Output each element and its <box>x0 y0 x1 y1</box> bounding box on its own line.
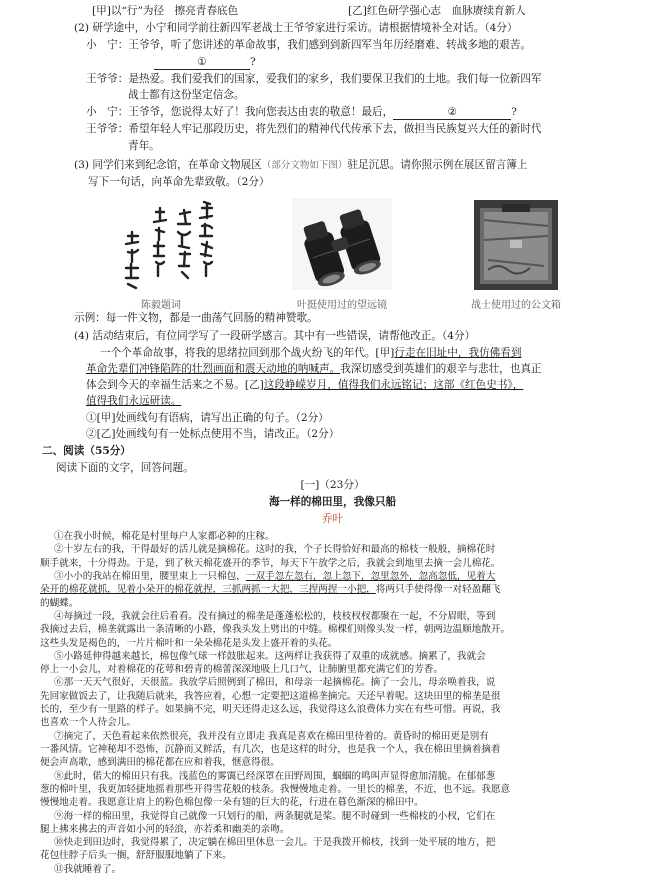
article-line: 葱的棉叶里，我更加轻捷地摇着那些开得雪花般的枝条。我慢慢地走着。一里长的棉垄，不近，也不远。我愿意 <box>40 783 511 795</box>
article-line: ⑨海一样的棉田里，我觉得自己就像一只划行的船，两条腿就是桨。腿不时碰到一些棉枝的小杈，它们在 <box>54 810 496 822</box>
q3-intro <box>74 159 527 172</box>
article-line: 我摘过去后，棉垄就露出一条清晰的小路，像我头发上劈出的中缝。棉棵们则像头发一样，朝两边温顺地散开。 <box>40 624 511 636</box>
article-line: 腿上拂来拂去的声音如小河的轻浪，亦若柔和幽美的亲吻。 <box>40 823 290 835</box>
article-line: 便会声高歌，感到满田的棉花都在应和着我，惬意得很。 <box>40 757 280 769</box>
article-line: ⑧此时，偌大的棉田只有我。浅蓝色的雾霭已经深罩在田野周围，蝈蝈的鸣叫声显得愈加清脆。在郁郁葱 <box>54 770 496 782</box>
q4-passage-2 <box>86 363 542 376</box>
q4-passage-2b: 我深切感受到英雄们的艰辛与悲壮，也真正 <box>340 363 542 375</box>
q2-intro: (2) 研学途中，小宁和同学前往新四军老战士王爷爷家进行采访。请根据情境补全对话。（4分） <box>74 22 518 34</box>
q3-intro-3: 写下一句话，向革命先辈致敬。（2分） <box>88 176 270 188</box>
caption-briefcase: 战士使用过的公文箱 <box>471 300 561 311</box>
article-line <box>54 570 495 583</box>
q2-dialog-5-text: 小 宁：王爷爷，您说得太好了！我向您表达由衷的敬意！最后， <box>86 106 394 118</box>
q2-dialog-6: 王爷爷：希望年轻人牢记那段历史，将先烈们的精神代代传承下去，做担当民族复兴大任的新时代 <box>86 123 542 135</box>
q4-passage-4 <box>86 395 181 408</box>
q2-dialog-5 <box>86 106 517 120</box>
article-line: 花包往脖子后头一搁，舒舒服服地躺了下来。 <box>40 850 232 862</box>
q1-option-b: [乙]红色研学强心志 血脉赓续育新人 <box>348 5 526 17</box>
article-line: ②十岁左右的我，干得最好的活儿就是摘棉花。这时的我，个子长得恰好和最高的棉枝一般般，摘棉花时 <box>54 544 496 556</box>
article-underline-5: 朵开的棉花就抓，见着小朵开的棉花就捏，三抓两抓一大把，三捏两捏一小把， <box>40 584 376 596</box>
article-line-6: 将两只手使得像一对轻盈翻飞 <box>375 584 501 596</box>
question-mark-2: ? <box>511 106 517 118</box>
article-line: 一番风情。它神秘却不恐怖，沉静而又鲜活，有几次，也是这样的时分，也是我一个人，我在棉田里摘着摘着 <box>40 743 501 755</box>
q3-intro-note: （部分文物如下图） <box>261 160 348 171</box>
q2-dialog-4: 战士都有这份坚定信念。 <box>128 89 245 101</box>
q1-option-a: [甲]以“行”为径 擦亮青春底色 <box>92 5 239 17</box>
caption-calligraphy: 陈毅题词 <box>141 300 181 311</box>
article-line: ①在我小时候，棉花是村里每户人家都必种的庄稼。 <box>54 531 275 542</box>
q2-dialog-3: 王爷爷：是热爱。我们爱我们的国家，爱我们的家乡，我们要保卫我们的土地。我们每一位新四军 <box>86 73 542 85</box>
q2-blank-1 <box>154 56 256 70</box>
binoculars-image <box>292 198 392 290</box>
article-line: ⑤小路延伸得越来越长，棉包像气球一样鼓胀起来。这两样让我获得了双重的成就感。摘累了，我就会 <box>54 650 486 662</box>
q4-sub-2: ②[乙]处画线句有一处标点使用不当，请改正。（2分） <box>86 428 340 440</box>
briefcase-icon <box>474 200 558 290</box>
reading-part: [一]（23分） <box>300 479 365 491</box>
calligraphy-image <box>112 196 220 294</box>
q3-intro-2: 驻足沉思。请你照示例在展区留言簿上 <box>347 159 528 171</box>
article-author: 乔叶 <box>321 513 344 525</box>
q4-passage-1 <box>100 347 521 360</box>
question-mark: ? <box>250 56 256 68</box>
article-line: ④每摘过一段，我就会往后看看。没有摘过的棉垄是蓬蓬松松的，枝枝杈杈都聚在一起，不分眉眼，等到 <box>54 610 496 622</box>
article-line: 停上一小会儿，对着棉花的花萼和碧青的棉蕾深深地吸上几口气，让肺腑里都充满它们的芳香。 <box>40 664 443 676</box>
article-line: 先回家做饭去了，让我随后就来，我答应着，心想一定要把这道棉垄摘完。天还早着呢。这块田里的棉垄是很 <box>40 690 501 702</box>
blank-2: ② <box>393 106 511 120</box>
article-line: 也喜欢一个人待会儿。 <box>40 717 136 729</box>
binoculars-icon <box>292 198 392 290</box>
q4-intro: (4) 活动结束后，有位同学写了一段研学感言。其中有一些错误，请帮他改正。（4分） <box>74 330 476 342</box>
q4-underline-jia-1: 行走在旧址中，我仿佛看到 <box>394 347 522 359</box>
article-line: 这些头发是褐色的，一片片棉叶和一朵朵棉花是头发上盛开着的头花。 <box>40 637 338 649</box>
reading-instruction: 阅读下面的文字，回答问题。 <box>56 462 194 474</box>
article-line: 长的，至少有一里路的样子。如果摘不完，明天还得走这么远，我觉得这么浪费体力实在有些可惜。再说，我 <box>40 704 501 715</box>
article-line: 顺手就来，十分得劲。于是，到了秋天棉花盛开的季节，每天下午放学之后，我就会到地里去摘一会儿棉花。 <box>40 557 501 569</box>
q4-passage-1a: 一个个革命故事，将我的思绪拉回到那个战火纷飞的年代。[甲] <box>100 347 395 359</box>
article-line: ⑦摘完了，天色看起来依然很亮，我并没有立即走 我真是喜欢在棉田里待着的。黄昏时的棉田更是别有 <box>54 730 489 742</box>
article-underline-3b: 一双手忽左忽右，忽上忽下，忽里忽外，忽高忽低，见着大 <box>245 570 496 582</box>
blank-1: ① <box>154 56 250 70</box>
q3-example: 示例：每一件文物，都是一曲荡气回肠的精神赞歌。 <box>74 312 318 324</box>
q4-underline-jia-2: 革命先辈们冲锋陷阵的壮烈画面和震天动地的呐喊声。 <box>86 363 341 375</box>
article-line: ⑥那一天天气很好，天很蓝。我放学后照例到了棉田，和母亲一起摘棉花。摘了一会儿，母亲唤着我，说 <box>54 677 496 689</box>
article-line: ⑪我就睡着了。 <box>54 863 122 875</box>
q4-underline-yi-1: 这段峥嵘岁月，值得我们永远铭记；这部《红色史书》， <box>263 379 524 391</box>
q2-dialog-1: 小 宁：王爷爷，听了您讲述的革命故事，我们感到到新四军当年历经磨难、转战多地的艰苦。 <box>86 39 531 51</box>
article-line: 慢慢地走着。我愿意让肩上的粉色棉包像一朵有翅的巨大的花，行进在暮色渐深的棉田中。 <box>40 797 424 809</box>
q3-intro-1: (3) 同学们来到纪念馆，在革命文物展区 <box>74 159 262 171</box>
q4-underline-yi-2: 值得我们永远研读。 <box>86 395 182 407</box>
article-title: 海一样的棉田里，我像只船 <box>268 496 397 508</box>
caption-binoculars: 叶挺使用过的望远镜 <box>297 300 387 311</box>
briefcase-image <box>474 200 558 290</box>
article-line <box>40 583 501 596</box>
article-line: ⑩快走到田边时，我觉得累了，决定躺在棉田里休息一会儿。于是我拨开棉枝，找到一处平展的地方，把 <box>54 837 496 849</box>
q4-passage-3a: 体会到今天的幸福生活来之不易。[乙] <box>86 379 264 391</box>
article-line-3a: ③小小的我站在棉田里，腰里束上一只棉包， <box>54 570 246 582</box>
calligraphy-art <box>112 196 220 294</box>
q2-dialog-7: 青年。 <box>128 140 160 152</box>
section-heading-reading: 二、阅读（55分） <box>42 445 131 457</box>
q4-sub-1: ①[甲]处画线句有语病，请写出正确的句子。（2分） <box>86 412 329 424</box>
article-line: 的蝴蝶。 <box>40 597 79 609</box>
q4-passage-3 <box>86 379 523 392</box>
